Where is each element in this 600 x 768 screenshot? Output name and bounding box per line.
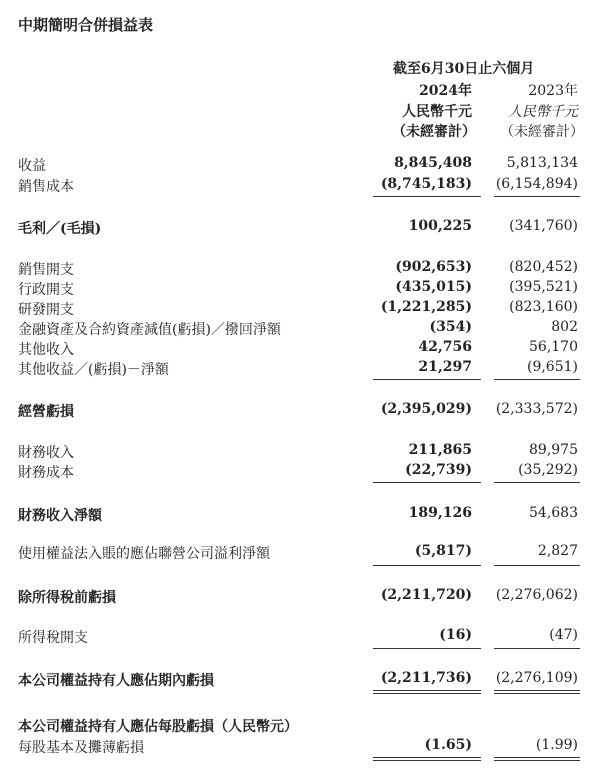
subtotal-rule [373, 482, 481, 483]
value-2024: 8,845,408 [394, 155, 472, 171]
row-label: 財務收入淨額 [18, 508, 102, 524]
value-2023: (1.99) [535, 737, 578, 753]
subtotal-rule [494, 648, 580, 649]
value-2023: (6,154,894) [495, 176, 578, 192]
value-2023: 56,170 [529, 339, 578, 355]
value-2023: (47) [549, 627, 578, 643]
value-2023: (395,521) [509, 279, 578, 295]
row-label: 財務成本 [18, 465, 74, 481]
row-label: 銷售成本 [18, 179, 74, 195]
value-2023: (341,760) [509, 218, 578, 234]
value-2023: 802 [551, 319, 578, 335]
value-2024: (1.65) [424, 737, 472, 753]
subtotal-rule [494, 482, 580, 483]
subtotal-rule [373, 196, 481, 197]
row-label: 每股基本及攤薄虧損 [18, 740, 144, 756]
value-2024: 211,865 [408, 442, 472, 458]
currency-2023-header: 人民幣千元 [508, 104, 578, 120]
row-label: 除所得稅前虧損 [18, 590, 116, 606]
value-2024: (2,395,029) [380, 401, 472, 417]
subtotal-rule [373, 379, 481, 380]
value-2023: 89,975 [529, 442, 578, 458]
total-double-rule [373, 760, 481, 761]
value-2023: 5,813,134 [506, 155, 578, 171]
row-label: 金融資產及合約資產減值(虧損)／撥回淨額 [18, 322, 281, 338]
total-double-rule [494, 693, 580, 694]
value-2023: (9,651) [526, 359, 578, 375]
subtotal-rule [494, 379, 580, 380]
row-label: 使用權益法入賬的應佔聯營公司溢利淨額 [18, 546, 270, 562]
row-label: 財務收入 [18, 445, 74, 461]
value-2023: (2,276,109) [495, 670, 578, 686]
page-title: 中期簡明合併損益表 [18, 16, 154, 34]
value-2024: (5,817) [414, 543, 472, 559]
audit-2024-header: （未經審計） [392, 124, 476, 140]
value-2023: (2,276,062) [495, 587, 578, 603]
currency-2024-header: 人民幣千元 [402, 104, 472, 120]
total-double-rule [494, 760, 580, 761]
value-2023: (2,333,572) [495, 401, 578, 417]
audit-2023-header: （未經審計） [500, 124, 584, 140]
row-label: 本公司權益持有人應佔期內虧損 [18, 673, 214, 689]
row-label: 其他收益／(虧損)－淨額 [18, 362, 169, 378]
total-double-rule [494, 757, 580, 758]
value-2024: 100,225 [408, 218, 472, 234]
subtotal-rule [494, 196, 580, 197]
total-double-rule [373, 690, 481, 691]
row-label: 行政開支 [18, 282, 74, 298]
value-2023: (35,292) [518, 462, 578, 478]
year-2023-header: 2023年 [528, 83, 578, 99]
row-label: 本公司權益持有人應佔每股虧損（人民幣元） [18, 719, 298, 735]
value-2024: (2,211,736) [380, 670, 472, 686]
row-label: 銷售開支 [18, 262, 74, 278]
row-label: 收益 [18, 158, 46, 174]
row-label: 研發開支 [18, 302, 74, 318]
value-2023: (823,160) [509, 299, 578, 315]
value-2024: (435,015) [395, 279, 472, 295]
period-header: 截至6月30日止六個月 [393, 61, 535, 77]
value-2024: (22,739) [405, 462, 472, 478]
value-2024: (354) [429, 319, 472, 335]
row-label: 所得稅開支 [18, 630, 88, 646]
value-2024: 21,297 [418, 359, 472, 375]
value-2023: 54,683 [529, 505, 578, 521]
subtotal-rule [373, 565, 481, 566]
value-2024: 189,126 [408, 505, 472, 521]
value-2024: (1,221,285) [380, 299, 472, 315]
value-2023: (820,452) [509, 259, 578, 275]
value-2024: (902,653) [395, 259, 472, 275]
value-2023: 2,827 [537, 543, 578, 559]
total-double-rule [373, 693, 481, 694]
total-double-rule [494, 690, 580, 691]
row-label: 經營虧損 [18, 404, 74, 420]
value-2024: (16) [439, 627, 472, 643]
row-label: 其他收入 [18, 342, 74, 358]
value-2024: (8,745,183) [380, 176, 472, 192]
total-double-rule [373, 757, 481, 758]
subtotal-rule [494, 565, 580, 566]
row-label: 毛利／(毛損) [18, 221, 102, 237]
value-2024: 42,756 [418, 339, 472, 355]
year-2024-header: 2024年 [419, 83, 472, 99]
subtotal-rule [373, 648, 481, 649]
value-2024: (2,211,720) [380, 587, 472, 603]
